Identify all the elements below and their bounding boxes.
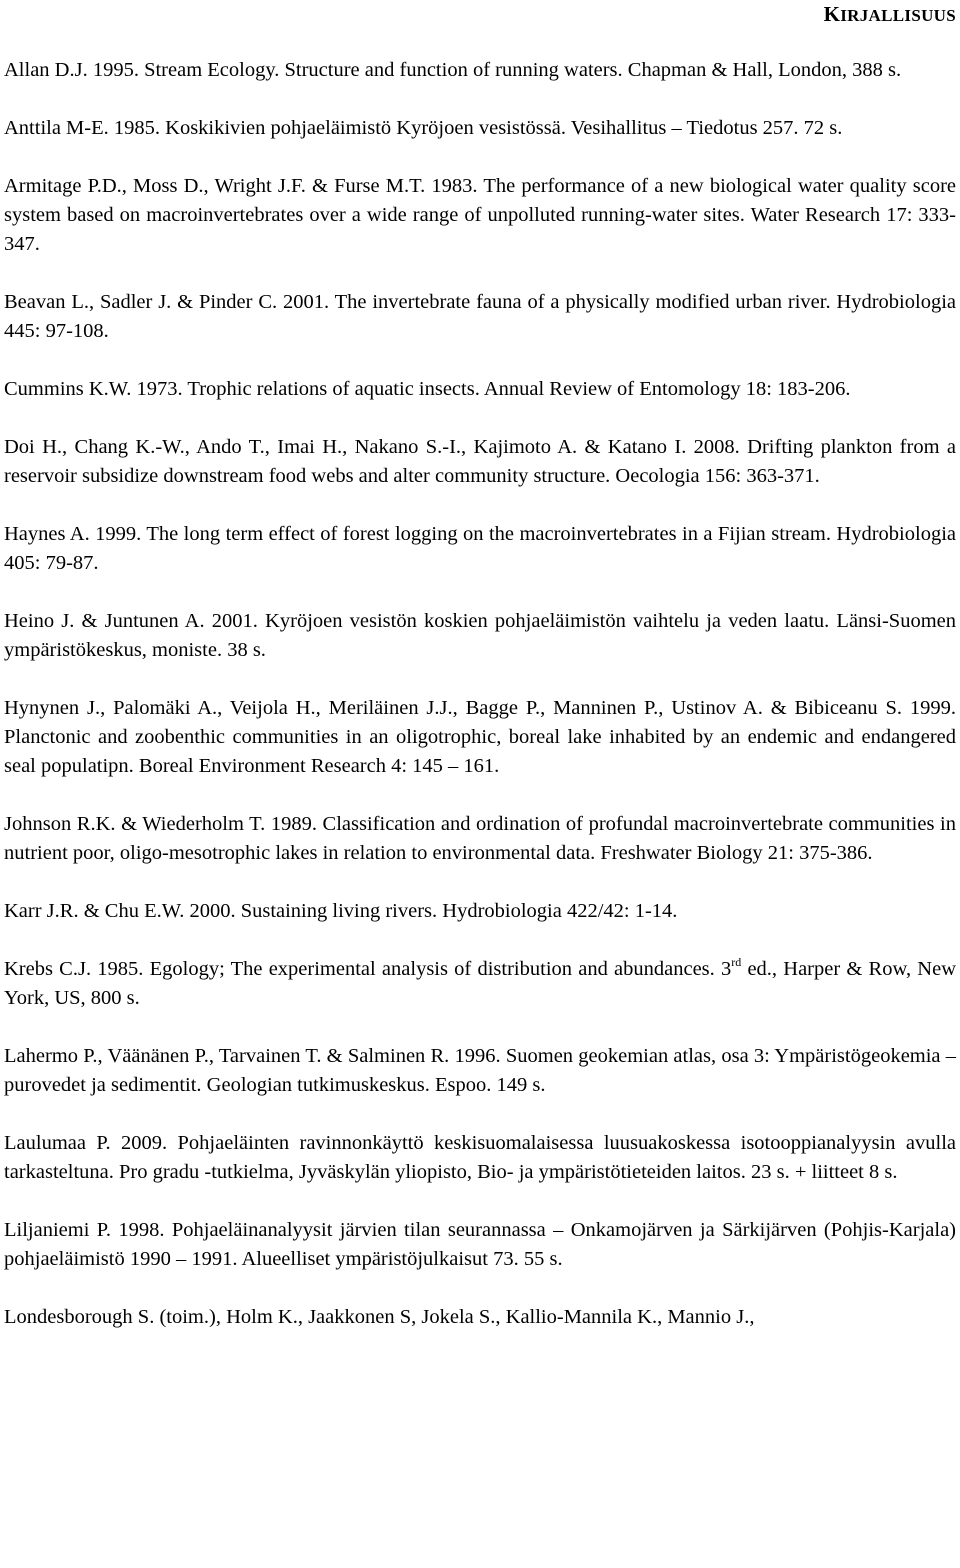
reference-item: Londesborough S. (toim.), Holm K., Jaakkonen S, Jokela S., Kallio-Mannila K., Mannio J., <box>4 1306 755 1328</box>
reference-item: Liljaniemi P. 1998. Pohjaeläinanalyysit järvien tilan seurannassa – Onkamojärven ja Särkijärven (Pohjis-Karjala) pohjaeläimistö 1990 – 1991. Alueelliset ympäristöjulkaisut 73. 55 s. <box>4 1219 956 1270</box>
section-header-initial: K <box>823 2 841 26</box>
section-header-rest: IRJALLISUUS <box>840 6 956 25</box>
reference-text-before: Krebs C.J. 1985. Egology; The experimental analysis of distribution and abundances. 3 <box>4 958 732 980</box>
reference-item: Haynes A. 1999. The long term effect of forest logging on the macroinvertebrates in a Fijian stream. Hydrobiologia 405: 79-87. <box>4 523 956 574</box>
reference-item: Armitage P.D., Moss D., Wright J.F. & Furse M.T. 1983. The performance of a new biological water quality score system based on macroinvertebrates over a wide range of unpolluted running-water sites. Water Research 17: 333-347. <box>4 175 956 255</box>
reference-item: Karr J.R. & Chu E.W. 2000. Sustaining living rivers. Hydrobiologia 422/42: 1-14. <box>4 900 678 922</box>
reference-item: Beavan L., Sadler J. & Pinder C. 2001. The invertebrate fauna of a physically modified urban river. Hydrobiologia 445: 97-108. <box>4 291 956 342</box>
reference-item: Anttila M-E. 1985. Koskikivien pohjaeläimistö Kyröjoen vesistössä. Vesihallitus – Tiedotus 257. 72 s. <box>4 117 843 139</box>
section-header <box>824 2 956 27</box>
reference-list <box>4 56 956 1361</box>
reference-item <box>4 955 956 1013</box>
reference-item: Allan D.J. 1995. Stream Ecology. Structure and function of running waters. Chapman & Hall, London, 388 s. <box>4 59 902 81</box>
reference-item: Heino J. & Juntunen A. 2001. Kyröjoen vesistön koskien pohjaeläimistön vaihtelu ja veden laatu. Länsi-Suomen ympäristökeskus, moniste. 38 s. <box>4 610 956 661</box>
reference-item: Johnson R.K. & Wiederholm T. 1989. Classification and ordination of profundal macroinvertebrate communities in nutrient poor, oligo-mesotrophic lakes in relation to environmental data. Freshwater Biology 21: 375-386. <box>4 813 956 864</box>
reference-item: Cummins K.W. 1973. Trophic relations of aquatic insects. Annual Review of Entomology 18: 183-206. <box>4 378 851 400</box>
reference-item: Doi H., Chang K.-W., Ando T., Imai H., Nakano S.-I., Kajimoto A. & Katano I. 2008. Drifting plankton from a reservoir subsidize downstream food webs and alter community structure. Oecologia 156: 363-371. <box>4 436 956 487</box>
superscript-ordinal: rd <box>731 955 742 969</box>
reference-text-after: ed., Harper & Row, New York, US, 800 s. <box>4 958 956 1009</box>
reference-item: Laulumaa P. 2009. Pohjaeläinten ravinnonkäyttö keskisuomalaisessa luusuakoskessa isotooppianalyysin avulla tarkasteltuna. Pro gradu -tutkielma, Jyväskylän yliopisto, Bio- ja ympäristötieteiden laitos. 23 s. + liitteet 8 s. <box>4 1132 956 1183</box>
reference-item: Lahermo P., Väänänen P., Tarvainen T. & Salminen R. 1996. Suomen geokemian atlas, osa 3: Ympäristögeokemia – purovedet ja sedimentit. Geologian tutkimuskeskus. Espoo. 149 s. <box>4 1045 956 1096</box>
reference-item: Hynynen J., Palomäki A., Veijola H., Meriläinen J.J., Bagge P., Manninen P., Ustinov A. & Bibiceanu S. 1999. Planctonic and zoobenthic communities in an oligotrophic, boreal lake inhabited by an endemic and endangered seal populatipn. Boreal Environment Research 4: 145 – 161. <box>4 697 956 777</box>
